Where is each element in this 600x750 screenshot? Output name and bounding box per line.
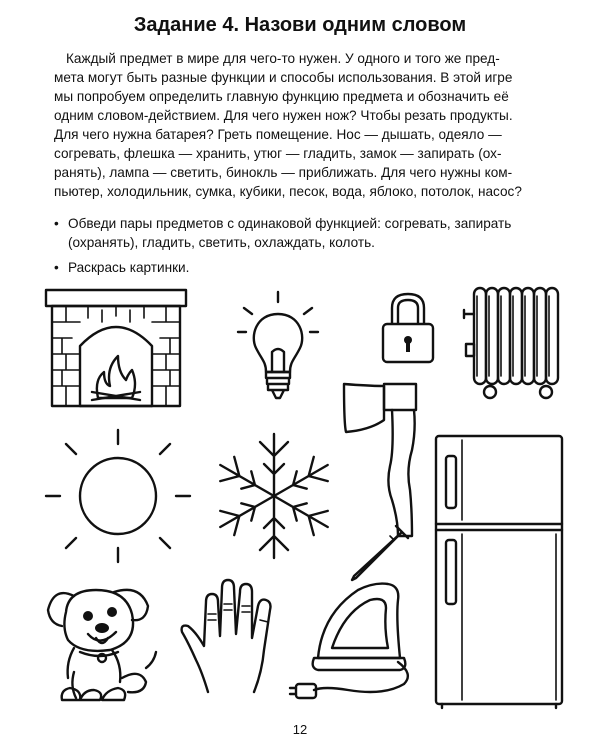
sun-icon[interactable] bbox=[44, 428, 192, 564]
paragraph-line: мы попробуем определить главную функцию предмета и обозначить её bbox=[54, 89, 509, 104]
bullet-marker: • bbox=[54, 216, 59, 231]
puppy-icon[interactable] bbox=[40, 582, 160, 706]
hand-icon[interactable] bbox=[178, 576, 282, 696]
task-line: Обведи пары предметов с одинаковой функцией: согревать, запирать bbox=[68, 216, 512, 231]
radiator-icon[interactable] bbox=[460, 284, 568, 402]
page-number: 12 bbox=[292, 722, 308, 737]
snowflake-icon[interactable] bbox=[206, 430, 342, 562]
nail-icon[interactable] bbox=[348, 520, 412, 582]
paragraph-line: мета могут быть разные функции и способы использования. В этой игре bbox=[54, 70, 513, 85]
paragraph-line: ранять), лампа — светить, бинокль — приближать. Для чего нужны ком- bbox=[54, 165, 513, 180]
light-bulb-icon[interactable] bbox=[236, 290, 320, 406]
task-item-circle-pairs bbox=[54, 214, 574, 252]
page-title: Задание 4. Назови одним словом bbox=[133, 14, 467, 36]
task-line: (охранять), гладить, светить, охлаждать, колоть. bbox=[68, 235, 375, 250]
paragraph-line: Каждый предмет в мире для чего-то нужен. У одного и того же пред- bbox=[66, 51, 500, 66]
intro-paragraph bbox=[54, 49, 566, 201]
task-item-color bbox=[54, 258, 574, 277]
iron-icon[interactable] bbox=[288, 578, 424, 704]
fireplace-icon[interactable] bbox=[44, 288, 188, 410]
paragraph-line: Для чего нужна батарея? Греть помещение. Нос — дышать, одеяло — bbox=[54, 127, 502, 142]
axe-icon[interactable] bbox=[340, 380, 424, 540]
paragraph-line: пьютер, холодильник, сумка, кубики, песок, вода, яблоко, потолок, насос? bbox=[54, 184, 522, 199]
task-line: Раскрась картинки. bbox=[68, 260, 190, 275]
task-list bbox=[54, 214, 574, 283]
refrigerator-icon[interactable] bbox=[432, 432, 566, 710]
padlock-icon[interactable] bbox=[380, 290, 436, 366]
bullet-marker: • bbox=[54, 260, 59, 275]
paragraph-line: одним словом-действием. Для чего нужен нож? Чтобы резать продукты. bbox=[54, 108, 513, 123]
paragraph-line: согревать, флешка — хранить, утюг — гладить, замок — запирать (ох- bbox=[54, 146, 502, 161]
